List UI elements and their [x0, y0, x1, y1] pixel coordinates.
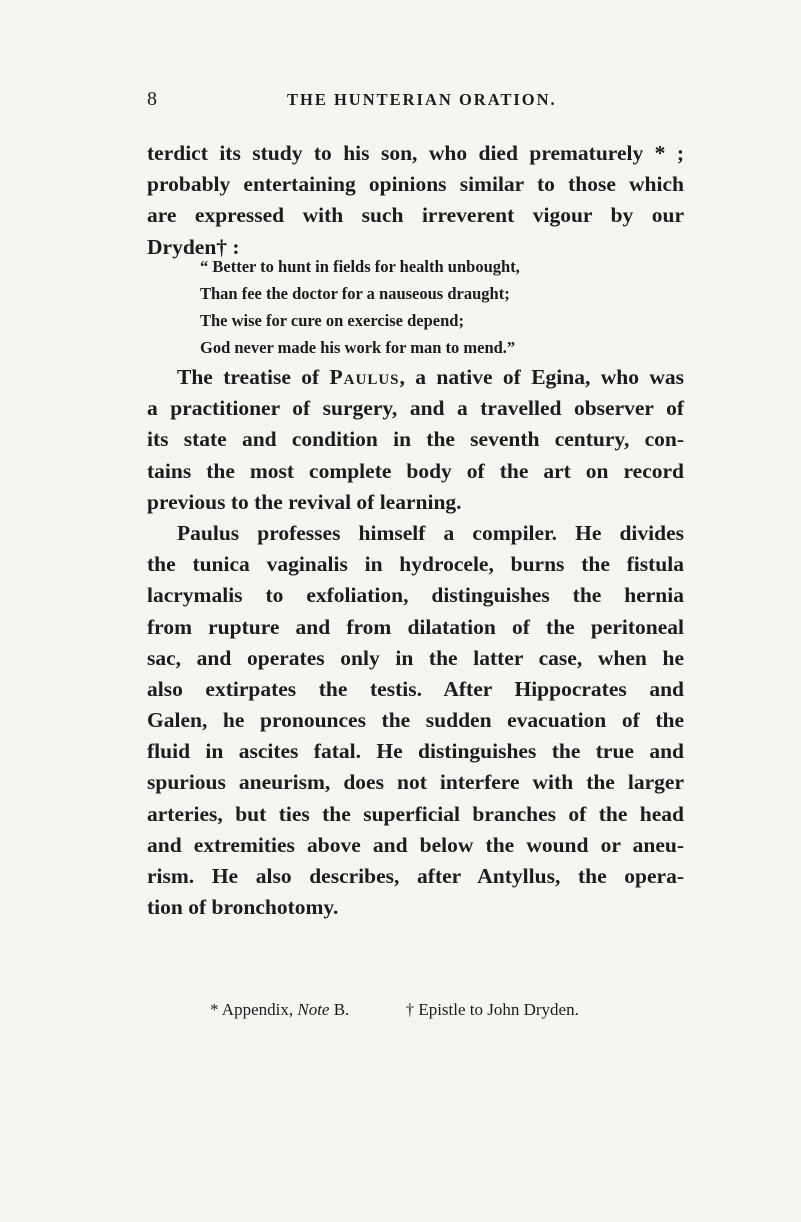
name-paulus: Paulus — [329, 365, 400, 389]
text-run-italic: Note — [297, 1000, 330, 1019]
text-line: fluid in ascites fatal. He distinguishes the true and — [147, 739, 684, 764]
text-line: lacrymalis to exfoliation, distinguishes the hernia — [147, 583, 684, 608]
text-run: The treatise of — [177, 365, 330, 389]
paragraph-2-first-line — [147, 362, 684, 393]
text-line: the tunica vaginalis in hydrocele, burns the fistula — [147, 552, 684, 577]
text-run: * Appendix, — [210, 1000, 298, 1019]
text-line: Dryden† : — [147, 234, 240, 259]
text-line: tains the most complete body of the art on record — [147, 458, 684, 483]
text-line: also extirpates the testis. After Hippocrates and — [147, 676, 684, 701]
text-run: B. — [329, 1000, 350, 1019]
text-line: probably entertaining opinions similar to those which — [147, 172, 684, 197]
verse-line: God never made his work for man to mend.” — [200, 338, 516, 357]
text-line: and extremities above and below the wound or aneu- — [147, 832, 684, 857]
verse-quotation — [200, 253, 620, 361]
footnotes — [210, 1000, 730, 1020]
verse-line: “ Better to hunt in fields for health unbought, — [200, 257, 520, 276]
running-head: THE HUNTERIAN ORATION. — [287, 90, 557, 109]
text-line: sac, and operates only in the latter case, when he — [147, 645, 684, 670]
text-line: Paulus professes himself a compiler. He divides — [177, 520, 684, 545]
page-number: 8 — [147, 88, 157, 110]
text-line: spurious aneurism, does not interfere with the larger — [147, 770, 684, 795]
text-line: a practitioner of surgery, and a travelled observer of — [147, 396, 684, 421]
footnote-1 — [210, 1000, 349, 1020]
footnote-2: † Epistle to John Dryden. — [405, 1000, 579, 1019]
text-line: terdict its study to his son, who died prematurely * ; — [147, 141, 684, 165]
text-run: , a native of Egina, who was — [399, 365, 684, 389]
text-line: Galen, he pronounces the sudden evacuation of the — [147, 708, 684, 733]
text-line: rism. He also describes, after Antyllus, the opera- — [147, 864, 684, 888]
text-line: from rupture and from dilatation of the peritoneal — [147, 614, 684, 639]
page-header — [0, 88, 801, 118]
paragraph-1 — [147, 138, 684, 263]
text-line: its state and condition in the seventh century, con- — [147, 427, 684, 452]
verse-line: The wise for cure on exercise depend; — [200, 311, 464, 330]
verse-line: Than fee the doctor for a nauseous draught; — [200, 284, 510, 303]
text-line: tion of bronchotomy. — [147, 895, 339, 920]
text-line: are expressed with such irreverent vigour by our — [147, 203, 684, 228]
text-line: previous to the revival of learning. — [147, 489, 462, 514]
main-text — [147, 362, 684, 923]
text-line: arteries, but ties the superficial branches of the head — [147, 801, 684, 826]
